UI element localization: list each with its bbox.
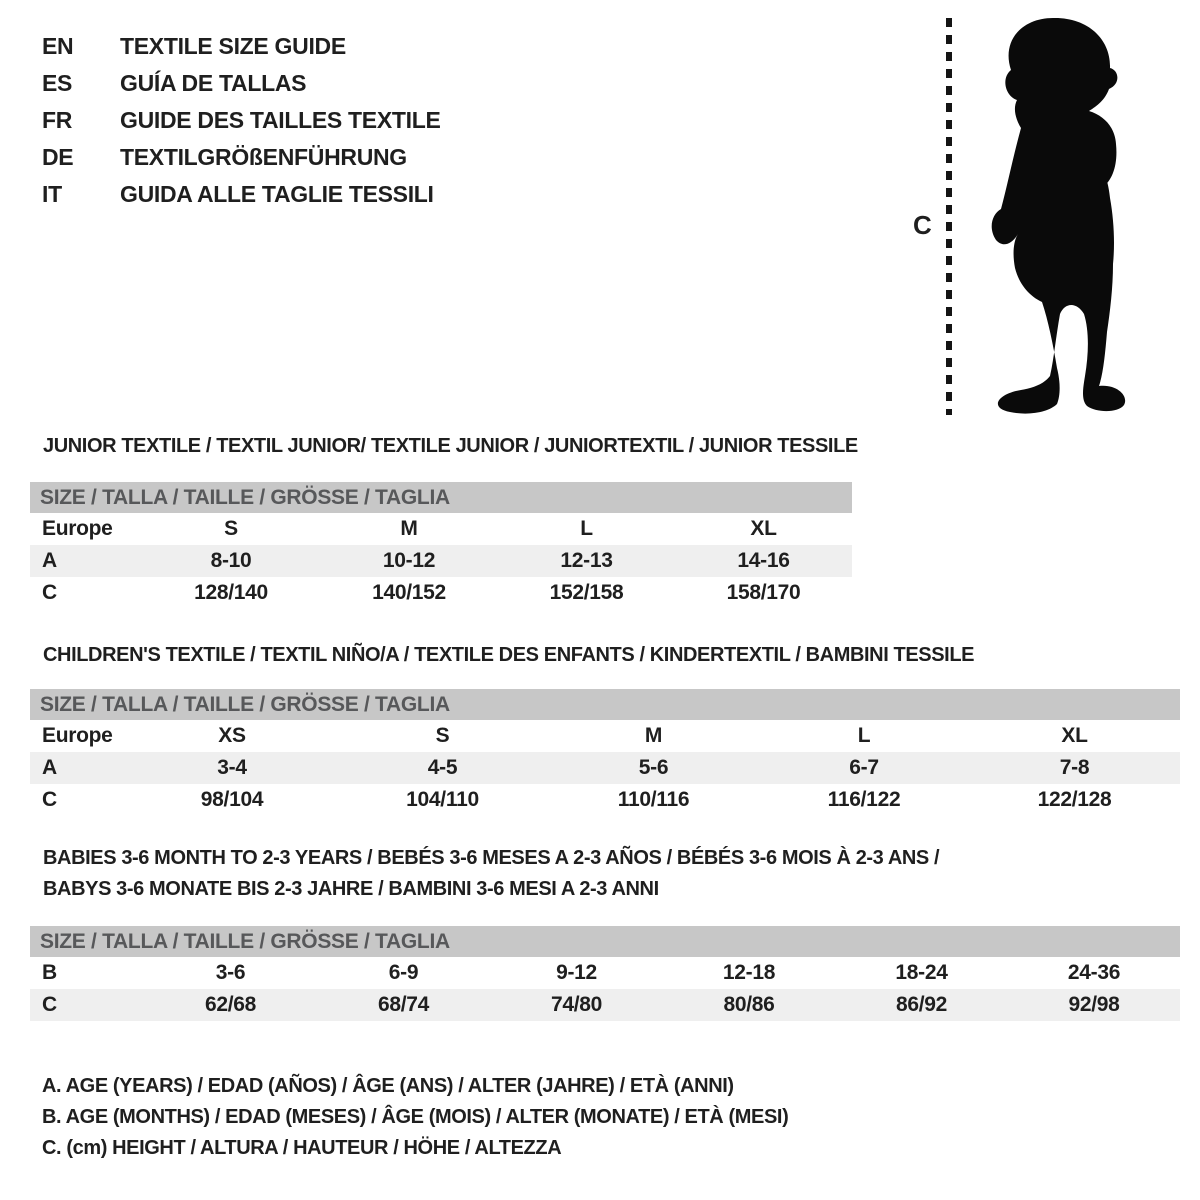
age-cell: 7-8 bbox=[969, 752, 1180, 784]
months-cell: 24-36 bbox=[1067, 961, 1121, 984]
size-cell: M bbox=[644, 724, 663, 747]
size-cell: XS bbox=[218, 724, 246, 747]
age-cell: 12-13 bbox=[498, 545, 675, 577]
junior-section-title: JUNIOR TEXTILE / TEXTIL JUNIOR/ TEXTILE JUNIOR / JUNIORTEXTIL / JUNIOR TESSILE bbox=[43, 435, 858, 457]
months-cell: 9-12 bbox=[556, 961, 597, 984]
row-label: A bbox=[30, 545, 142, 577]
height-cell: 128/140 bbox=[194, 581, 268, 604]
size-cell: S bbox=[224, 517, 238, 540]
legend bbox=[42, 1071, 788, 1164]
table-row bbox=[30, 784, 1180, 816]
language-code: EN bbox=[42, 33, 74, 59]
babies-section-title bbox=[43, 843, 939, 905]
size-header-label: SIZE / TALLA / TAILLE / GRÖSSE / TAGLIA bbox=[30, 926, 1180, 957]
height-cell: 92/98 bbox=[1008, 989, 1180, 1021]
list-item bbox=[42, 65, 441, 102]
language-code: FR bbox=[42, 107, 73, 133]
size-header-row bbox=[30, 926, 1180, 957]
table-row bbox=[30, 513, 852, 545]
table-row bbox=[30, 957, 1180, 989]
legend-line-b: B. AGE (MONTHS) / EDAD (MESES) / ÂGE (MOIS) / ALTER (MONATE) / ETÀ (MESI) bbox=[42, 1106, 789, 1128]
row-label: Europe bbox=[42, 517, 113, 540]
height-cell: 152/158 bbox=[549, 581, 624, 604]
table-row bbox=[30, 989, 1180, 1021]
age-cell: 10-12 bbox=[320, 545, 498, 577]
size-cell: XL bbox=[750, 517, 777, 540]
age-cell: 5-6 bbox=[548, 752, 759, 784]
guide-title: GUIDA ALLE TAGLIE TESSILI bbox=[120, 181, 434, 207]
height-cell: 158/170 bbox=[726, 581, 801, 604]
language-code: DE bbox=[42, 144, 74, 170]
legend-line-c: C. (cm) HEIGHT / ALTURA / HAUTEUR / HÖHE / ALTEZZA bbox=[42, 1137, 562, 1159]
row-label: B bbox=[42, 961, 57, 984]
size-header-label: SIZE / TALLA / TAILLE / GRÖSSE / TAGLIA bbox=[30, 689, 1180, 720]
babies-title-line-2: BABYS 3-6 MONATE BIS 2-3 JAHRE / BAMBINI 3-6 MESI A 2-3 ANNI bbox=[43, 878, 659, 900]
height-cell: 86/92 bbox=[835, 989, 1008, 1021]
table-row bbox=[30, 577, 852, 609]
children-section-title: CHILDREN'S TEXTILE / TEXTIL NIÑO/A / TEXTILE DES ENFANTS / KINDERTEXTIL / BAMBINI TESSILE bbox=[43, 644, 975, 666]
size-cell: L bbox=[580, 517, 593, 540]
row-label: C bbox=[42, 788, 57, 811]
height-cell: 122/128 bbox=[1037, 788, 1112, 811]
babies-title-line-1: BABIES 3-6 MONTH TO 2-3 YEARS / BEBÉS 3-6 MESES A 2-3 AÑOS / BÉBÉS 3-6 MOIS À 2-3 ANS / bbox=[43, 847, 940, 869]
height-cell: 80/86 bbox=[663, 989, 835, 1021]
months-cell: 3-6 bbox=[215, 961, 246, 984]
height-cell: 140/152 bbox=[372, 581, 446, 604]
row-label: C bbox=[42, 581, 57, 604]
guide-title: GUIDE DES TAILLES TEXTILE bbox=[120, 107, 441, 133]
size-cell: XL bbox=[1061, 724, 1088, 747]
language-code: ES bbox=[42, 70, 73, 96]
height-cell: 98/104 bbox=[200, 788, 264, 811]
age-cell: 3-4 bbox=[127, 752, 337, 784]
size-header-row bbox=[30, 689, 1180, 720]
table-row bbox=[30, 545, 852, 577]
legend-line-a: A. AGE (YEARS) / EDAD (AÑOS) / ÂGE (ANS) / ALTER (JAHRE) / ETÀ (ANNI) bbox=[42, 1075, 734, 1097]
age-cell: 6-7 bbox=[759, 752, 969, 784]
junior-size-table bbox=[30, 482, 852, 609]
list-item bbox=[42, 139, 441, 176]
age-cell: 8-10 bbox=[142, 545, 320, 577]
language-title-list bbox=[42, 28, 441, 213]
months-cell: 12-18 bbox=[722, 961, 776, 984]
guide-title: TEXTILGRÖßENFÜHRUNG bbox=[120, 144, 407, 170]
height-measure-dashed-line bbox=[946, 18, 952, 415]
height-cell: 68/74 bbox=[317, 989, 490, 1021]
age-cell: 4-5 bbox=[337, 752, 548, 784]
height-cell: 104/110 bbox=[406, 788, 479, 811]
guide-title: GUÍA DE TALLAS bbox=[120, 70, 307, 96]
language-code: IT bbox=[42, 181, 62, 207]
row-label: Europe bbox=[42, 724, 113, 747]
months-cell: 6-9 bbox=[388, 961, 419, 984]
size-header-row bbox=[30, 482, 852, 513]
height-cell: 62/68 bbox=[144, 989, 317, 1021]
babies-size-table bbox=[30, 926, 1180, 1021]
list-item bbox=[42, 102, 441, 139]
size-cell: L bbox=[857, 724, 871, 747]
size-cell: M bbox=[400, 517, 418, 540]
baby-silhouette-icon bbox=[963, 12, 1143, 416]
months-cell: 18-24 bbox=[895, 961, 948, 984]
table-row bbox=[30, 752, 1180, 784]
height-cell: 74/80 bbox=[490, 989, 663, 1021]
list-item bbox=[42, 28, 441, 65]
row-label: A bbox=[30, 752, 127, 784]
guide-title: TEXTILE SIZE GUIDE bbox=[120, 33, 346, 59]
row-label: C bbox=[30, 989, 144, 1021]
table-row bbox=[30, 720, 1180, 752]
list-item bbox=[42, 176, 441, 213]
height-cell: 110/116 bbox=[617, 788, 690, 811]
children-size-table bbox=[30, 689, 1180, 816]
size-header-label: SIZE / TALLA / TAILLE / GRÖSSE / TAGLIA bbox=[30, 482, 852, 513]
age-cell: 14-16 bbox=[675, 545, 852, 577]
size-cell: S bbox=[435, 724, 450, 747]
height-cell: 116/122 bbox=[827, 788, 901, 811]
measure-c-label: C bbox=[913, 210, 932, 240]
